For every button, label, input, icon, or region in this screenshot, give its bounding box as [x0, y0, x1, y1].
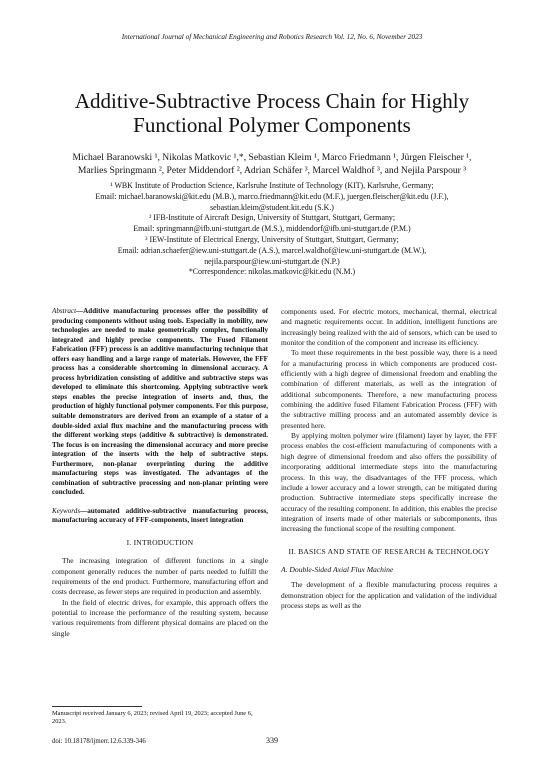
affiliation-line: sebastian.kleim@student.kit.edu (S.K.)	[210, 202, 334, 212]
correspondence-line: *Correspondence: nikolas.matkovic@kit.edu (N.M.)	[188, 267, 356, 277]
page-number: 339	[266, 736, 278, 745]
title-line-1: Additive-Subtractive Process Chain for Highly	[74, 89, 470, 113]
abstract-label: Abstract	[52, 307, 77, 315]
author-list	[44, 152, 500, 177]
affiliation-line: Email: michael.baranowski@kit.edu (M.B.), marco.friedmann@kit.edu (M.F.), juergen.fleischer@kit.edu (J.F.),	[95, 191, 449, 201]
keywords-text: —automated additive-subtractive manufacturing process, manufacturing accuracy of FFF-components, insert integration	[52, 506, 268, 525]
manuscript-footnote: Manuscript received January 6, 2023; revised April 19, 2023; accepted June 6, 2023.	[52, 710, 253, 726]
section-heading-introduction: I. INTRODUCTION	[126, 538, 194, 548]
authors-line-1: Michael Baranowski ¹, Nikolas Matkovic ¹,*, Sebastian Kleim ¹, Marco Friedmann ¹, Jürgen Fleischer ¹,	[72, 152, 472, 163]
affiliation-line: ³ IEW-Institute of Electrical Energy, University of Stuttgart, Stuttgart, Germany;	[145, 234, 399, 244]
affiliation-line: ² IFB-Institute of Aircraft Design, University of Stuttgart, Stuttgart, Germany;	[148, 213, 396, 223]
authors-line-2: Marlies Springmann ², Peter Middendorf ², Adrian Schäfer ³, Marcel Waldhof ³, and Nejila Parspour ³	[77, 164, 467, 176]
left-column	[52, 307, 268, 639]
journal-header: International Journal of Mechanical Engineering and Robotics Research Vol. 12, No. 6, November 2023	[121, 33, 423, 41]
keywords	[52, 507, 268, 526]
paragraph: To meet these requirements in the best possible way, there is a need for a manufacturing process in which components are produced cost-efficiently with a high degree of dimensional freedom and enabling the combination of different materials, as well as the integration of additional subcomponents. Therefore, a new manufacturing process combining the additive fused Filament Fabrication Process (FFF) with the subtractive milling process and an automated assembly device is presented here.	[281, 348, 497, 430]
section-heading-basics: II. BASICS AND STATE OF RESEARCH & TECHNOLOGY	[288, 546, 490, 556]
affiliation-line: ¹ WBK Institute of Production Science, Karlsruhe Institute of Technology (KIT), Karlsruhe, Germany;	[110, 181, 434, 190]
doi-link[interactable]: doi: 10.18178/ijmerr.12.6.339-346	[52, 738, 146, 745]
affiliations	[44, 181, 500, 278]
title-line-2: Functional Polymer Components	[133, 113, 411, 137]
subsection-heading: A. Double-Sided Axial Flux Machine	[281, 564, 394, 574]
keywords-label: Keywords	[52, 506, 81, 515]
paragraph: By applying molten polymer wire (filament) layer by layer, the FFF process enables the cost-efficient manufacturing of components with a high degree of dimensional freedom and also offers the possibility of incorporating additional intermediate steps into the manufacturing process. In this way, the disadvantages of the FFF process, which include a lower accuracy and a lower strength, can be mitigated during production. Subtractive intermediate steps specifically increase the accuracy of the resulting component. In addition, this enables the precise integration of inserts made of other materials or subcomponents, thus increasing the functional scope of the resulting component.	[281, 431, 497, 534]
paragraph: The development of a flexible manufacturing process requires a demonstration object for the application and validation of the individual process steps as well as the	[281, 580, 497, 610]
affiliation-line: nejila.parspour@iew.uni-stuttgart.de (N.P.)	[204, 256, 340, 266]
paragraph: The increasing integration of different functions in a single component generally reduces the number of parts needed to fulfill the requirements of the end product. Furthermore, manufacturing effort and costs decrease, as fewer steps are required in production and assembly.	[52, 556, 268, 597]
footnote-divider	[52, 706, 142, 707]
paper-title	[40, 89, 504, 137]
paragraph: In the field of electric drives, for example, this approach offers the potential to increase the performance of the resulting system, because various requirements from different physical domains are placed on the single	[52, 597, 268, 638]
abstract	[52, 307, 268, 498]
affiliation-line: Email: adrian.schaefer@iew.uni-stuttgart.de (A.S.), marcel.waldhof@iew.uni-stuttgart.de (M.W.),	[117, 245, 427, 255]
right-column	[281, 307, 497, 611]
paragraph: components used. For electric motors, mechanical, thermal, electrical and magnetic requirements occur. In addition, intelligent functions are increasingly being realized with the aid of sensors, which can be used to monitor the condition of the component and increase its efficiency.	[281, 307, 497, 348]
abstract-text: —Additive manufacturing processes offer the possibility of producing components without using tools. Especially in mobility, new technologies are needed to make geometrically complex, functionally integrated and highly precise components. The Fused Filament Fabrication (FFF) process is an additive manufacturing technique that offers easy handling and a large range of materials. However, the FFF process has a considerable shortcoming in dimensional accuracy. A process hybridization consisting of additive and subtractive steps was developed to eliminate this shortcoming. Applying subtractive work steps enables the precise integration of inserts and, thus, the production of highly functional polymer components. For this purpose, suitable demonstrators are derived from an example of a stator of a double-sided axial flux machine and the manufacturing process with the different working steps (additive & subtractive) is demonstrated. The focus is on increasing the dimensional accuracy and more precise integration of the inserts with the help of subtractive steps. Furthermore, non-planar overprinting during the additive manufacturing steps was investigated. The advantages of the combination of subtractive processing and non-planar printing were concluded.	[52, 307, 268, 497]
affiliation-line: Email: springmann@ifb.uni-stuttgart.de (M.S.), middendorf@ifb.uni-stuttgart.de (P.M.)	[133, 224, 411, 234]
